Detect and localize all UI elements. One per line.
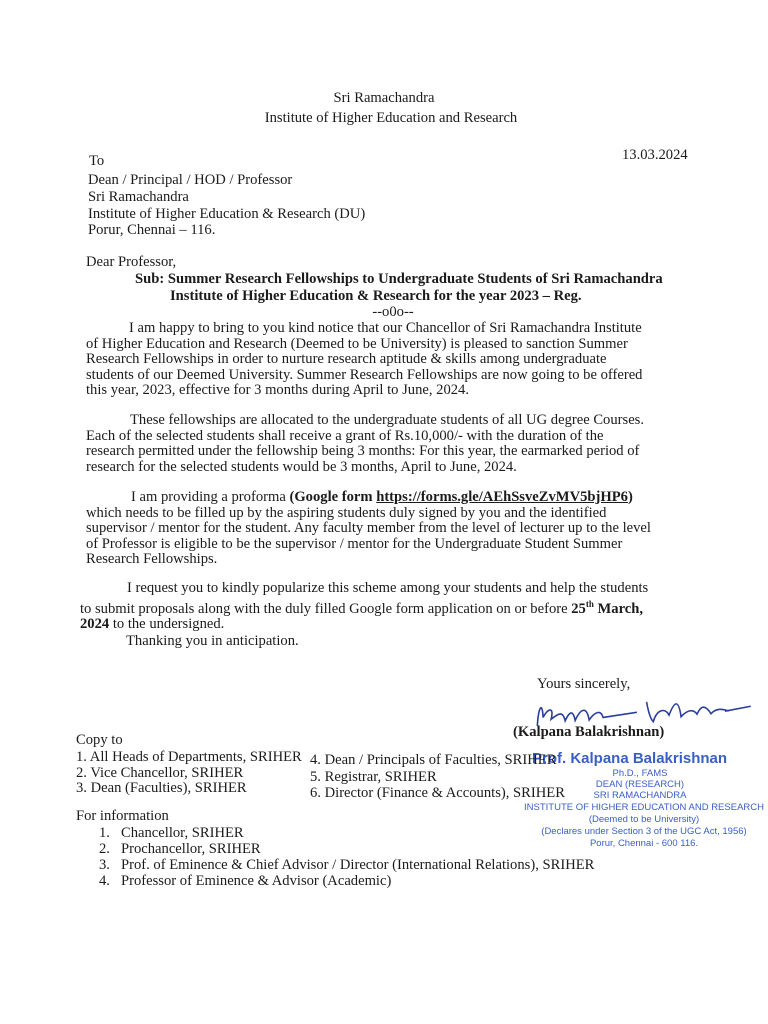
paragraph-2 bbox=[86, 413, 690, 475]
address-line1: Dean / Principal / HOD / Professor bbox=[88, 172, 293, 188]
para1-line4: students of our Deemed University. Summer Research Fellowships are now going to be offered bbox=[86, 366, 643, 383]
address-line4: Porur, Chennai – 116. bbox=[88, 222, 216, 238]
subject-line1: Sub: Summer Research Fellowships to Undergraduate Students of Sri Ramachandra bbox=[135, 271, 663, 287]
address-line2: Sri Ramachandra bbox=[88, 189, 189, 205]
para2-line4: research for the selected students would be 3 months, April to June, 2024. bbox=[86, 458, 517, 475]
info-item-text: Prof. of Eminence & Chief Advisor / Director (International Relations), SRIHER bbox=[121, 857, 595, 873]
para1-line2: of Higher Education and Research (Deemed to be University) is pleased to sanction Summer bbox=[86, 335, 628, 352]
subject-separator: --o0o-- bbox=[372, 304, 414, 320]
para3-line5: Research Fellowships. bbox=[86, 551, 218, 567]
signatory-name: (Kalpana Balakrishnan) bbox=[513, 724, 665, 740]
info-item-text: Professor of Eminence & Advisor (Academic) bbox=[121, 873, 392, 889]
para1-line5: this year, 2023, effective for 3 months during April to June, 2024. bbox=[86, 382, 469, 398]
address-to: To bbox=[89, 153, 105, 169]
seal-name: Prof. Kalpana Balakrishnan bbox=[532, 750, 728, 767]
seal-line1: Ph.D., FAMS bbox=[612, 768, 668, 779]
copy-to-item: 5. Registrar, SRIHER bbox=[310, 769, 437, 785]
para2-line3: research permitted under the fellowship being 3 months: For this year, the earmarked period of bbox=[86, 443, 640, 459]
institute-name-line1: Sri Ramachandra bbox=[333, 90, 435, 106]
google-form-link[interactable]: https://forms.gle/AEhSsveZvMV5bjHP6 bbox=[376, 489, 628, 505]
para4-line2: to submit proposals along with the duly filled Google form application on or before 25th March, bbox=[80, 598, 644, 617]
info-item-number: 4. bbox=[99, 873, 110, 889]
info-item-number: 3. bbox=[99, 857, 110, 873]
yours-sincerely: Yours sincerely, bbox=[537, 676, 631, 692]
para3-line2: which needs to be filled up by the aspiring students duly signed by you and the identified bbox=[86, 504, 607, 521]
copy-to-heading: Copy to bbox=[76, 732, 123, 748]
seal-line2: DEAN (RESEARCH) bbox=[595, 779, 685, 790]
para4-line3: 2024 to the undersigned. bbox=[80, 615, 225, 632]
para1-line3: Research Fellowships in order to nurture research aptitude & skills among undergraduate bbox=[86, 351, 607, 367]
seal-line4: INSTITUTE OF HIGHER EDUCATION AND RESEARCH bbox=[524, 802, 764, 813]
institute-name-line2: Institute of Higher Education and Research bbox=[264, 110, 518, 126]
for-information-heading: For information bbox=[76, 808, 169, 824]
salutation: Dear Professor, bbox=[86, 254, 177, 270]
para2-line1: These fellowships are allocated to the undergraduate students of all UG degree Courses. bbox=[130, 412, 644, 428]
para3-line1: I am providing a proforma (Google form https://forms.gle/AEhSsveZvMV5bjHP6) bbox=[131, 489, 633, 505]
copy-to-item: 3. Dean (Faculties), SRIHER bbox=[76, 780, 247, 796]
paragraph-4 bbox=[80, 581, 688, 632]
thanks-line: Thanking you in anticipation. bbox=[126, 633, 299, 649]
seal-line7: Porur, Chennai - 600 116. bbox=[589, 838, 699, 849]
copy-to-item: 1. All Heads of Departments, SRIHER bbox=[76, 749, 302, 765]
info-item-text: Prochancellor, SRIHER bbox=[121, 841, 261, 857]
para3-line3: supervisor / mentor for the student. Any faculty member from the level of lecturer up to the level bbox=[86, 520, 651, 536]
copy-to-item: 4. Dean / Principals of Faculties, SRIHER bbox=[310, 752, 557, 768]
letter-date: 13.03.2024 bbox=[622, 147, 688, 163]
seal-line5: (Deemed to be University) bbox=[588, 814, 700, 825]
copy-to-item: 6. Director (Finance & Accounts), SRIHER bbox=[310, 785, 565, 801]
seal-line3: SRI RAMACHANDRA bbox=[593, 790, 687, 801]
address-line3: Institute of Higher Education & Research (DU) bbox=[88, 206, 366, 222]
subject-line2: Institute of Higher Education & Research for the year 2023 – Reg. bbox=[170, 288, 582, 304]
paragraph-3 bbox=[86, 490, 690, 568]
copy-to-item: 2. Vice Chancellor, SRIHER bbox=[76, 765, 244, 781]
para4-line1: I request you to kindly popularize this scheme among your students and help the students bbox=[127, 580, 649, 596]
para2-line2: Each of the selected students shall receive a grant of Rs.10,000/- with the duration of the bbox=[86, 427, 604, 444]
info-item-text: Chancellor, SRIHER bbox=[121, 825, 244, 841]
seal-line6: (Declares under Section 3 of the UGC Act, 1956) bbox=[541, 826, 747, 837]
paragraph-1 bbox=[86, 321, 690, 399]
para3-line4: of Professor is eligible to be the supervisor / mentor for the Undergraduate Student Summer bbox=[86, 535, 623, 552]
info-item-number: 2. bbox=[99, 841, 110, 857]
info-item-number: 1. bbox=[99, 825, 110, 841]
para1-line1: I am happy to bring to you kind notice that our Chancellor of Sri Ramachandra Institute bbox=[129, 320, 642, 336]
